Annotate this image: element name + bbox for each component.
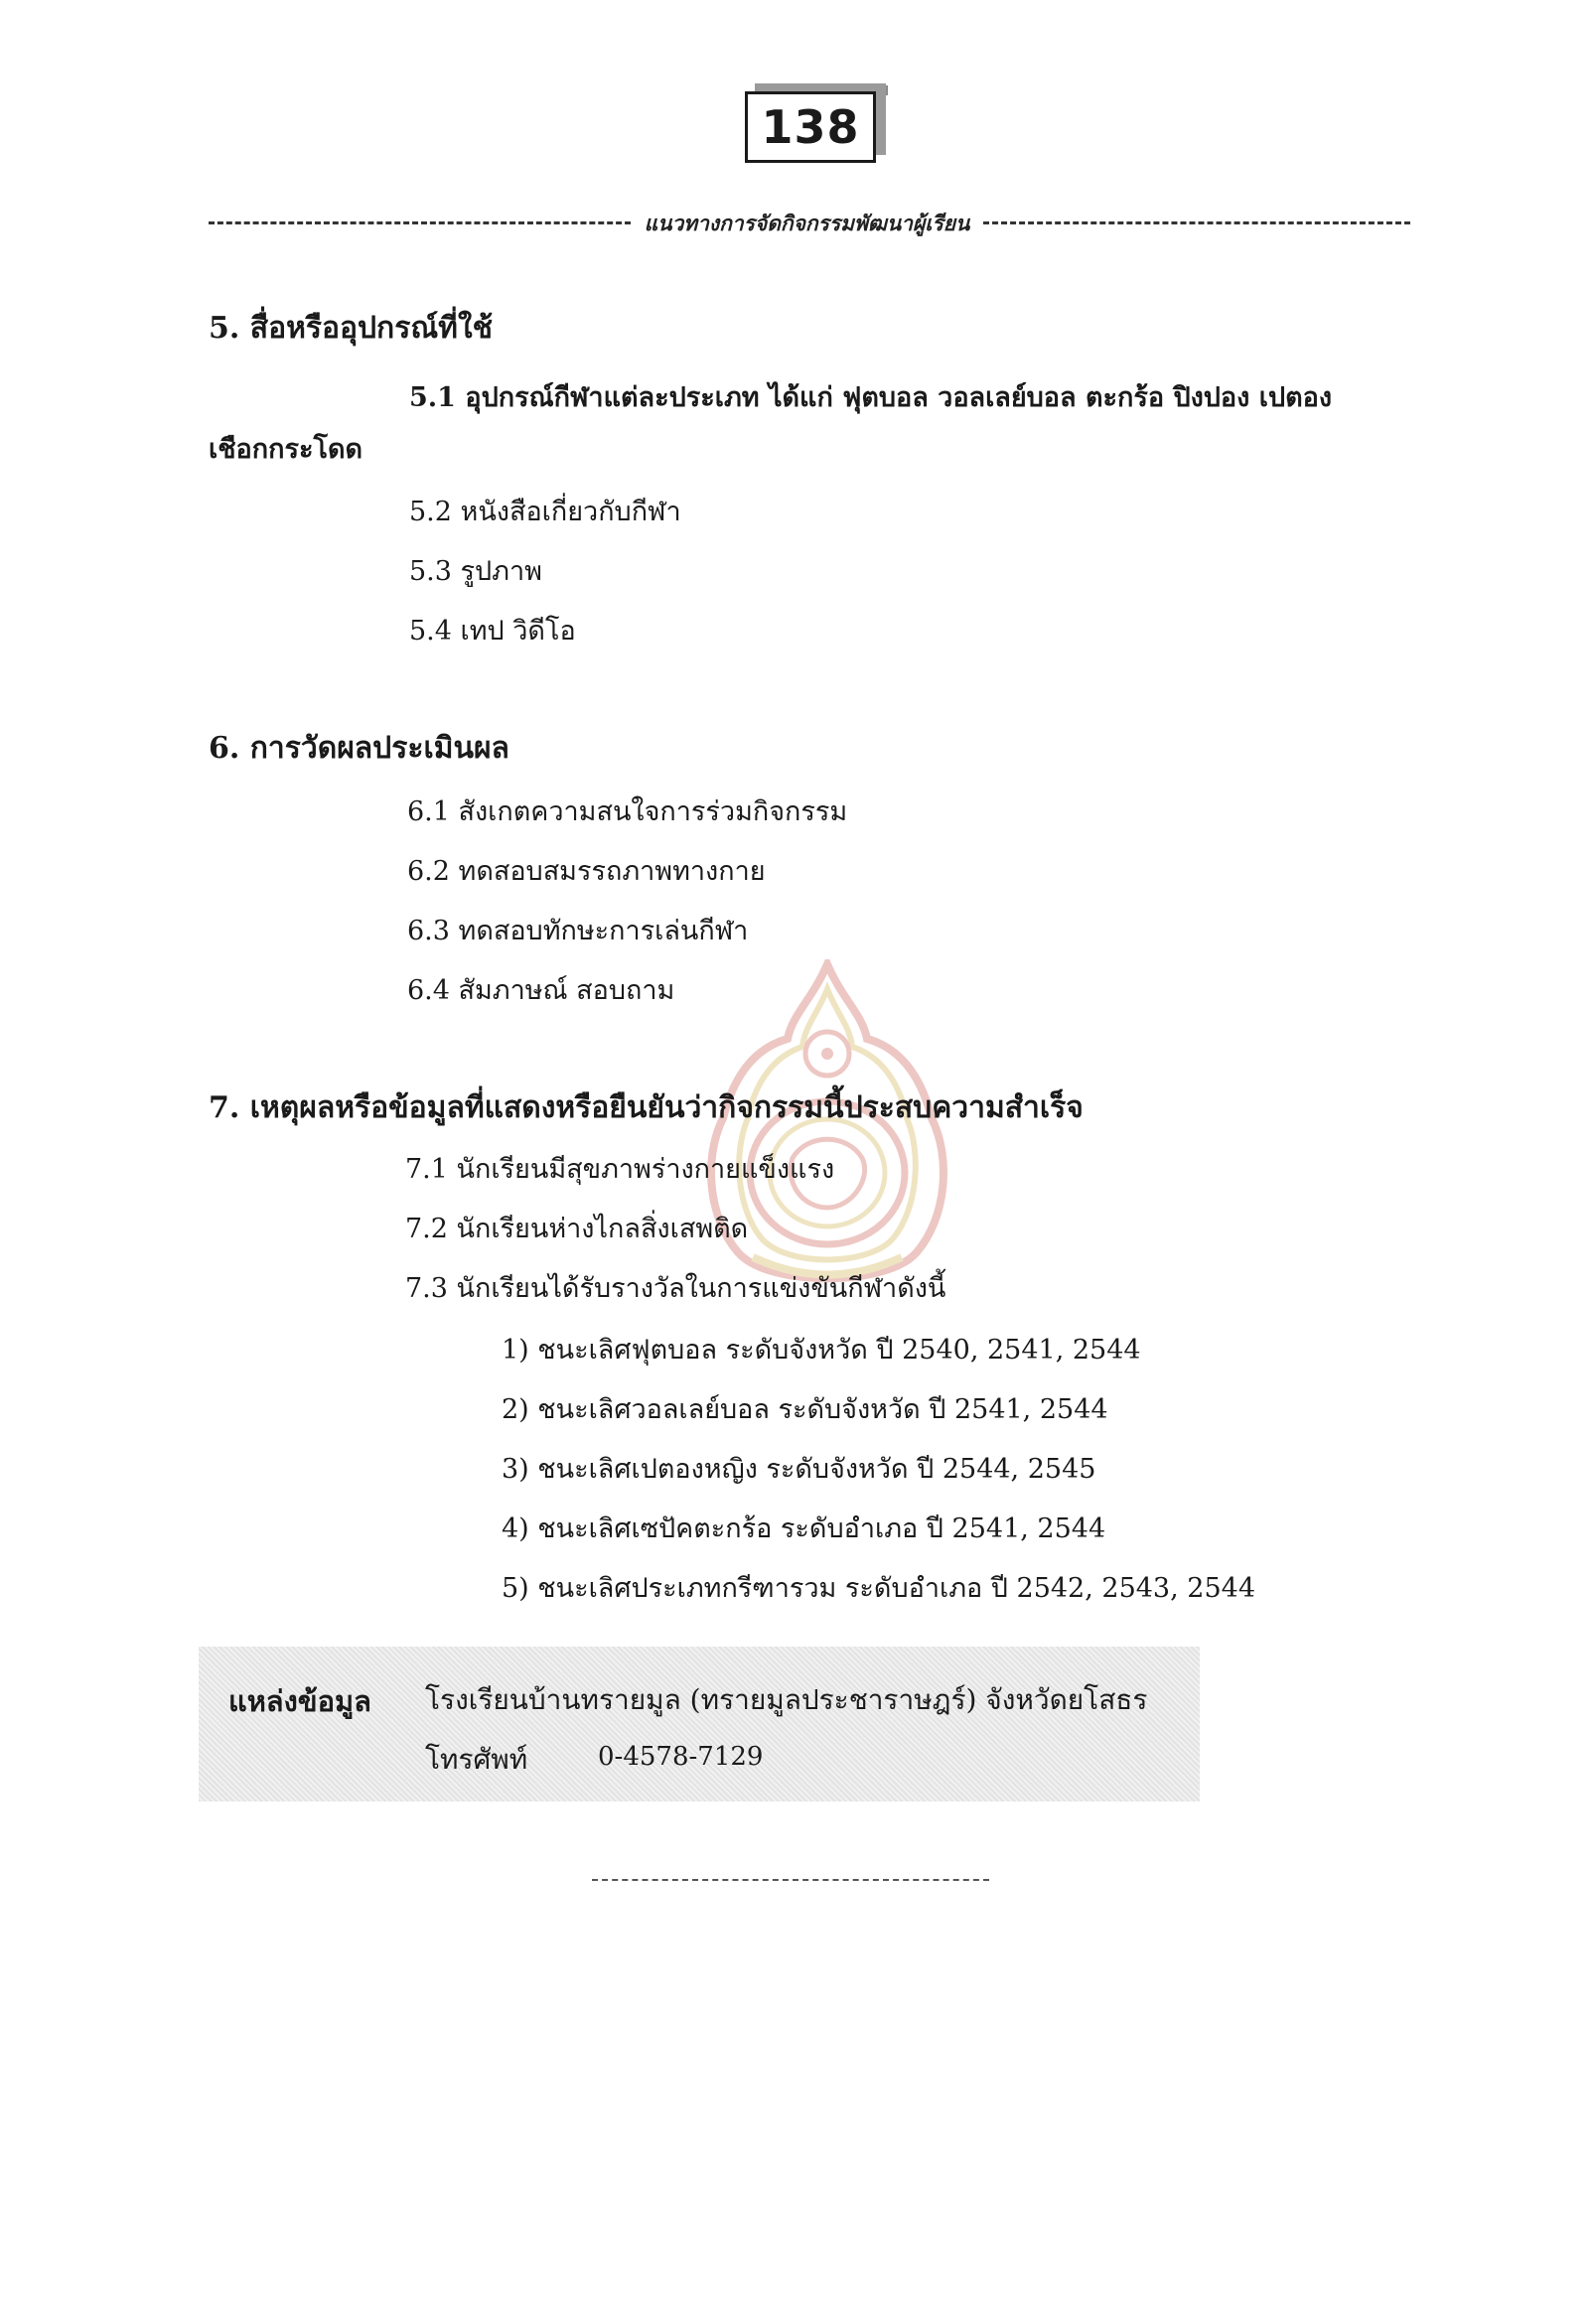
section-5-item-2: 5.2 หนังสือเกี่ยวกับกีฬา: [409, 497, 681, 527]
section-7-item-1: 7.1 นักเรียนมีสุขภาพร่างกายแข็งแรง: [405, 1154, 835, 1185]
section-5-item-4: 5.4 เทป วิดีโอ: [409, 616, 576, 647]
section-7-heading: 7. เหตุผลหรือข้อมูลที่แสดงหรือยืนยันว่ากิจกรรมนี้ประสบความสำเร็จ: [209, 1090, 1084, 1125]
section-5-item-1-line-1: 5.1 อุปกรณ์กีฬาแต่ละประเภท ได้แก่ ฟุตบอล วอลเลย์บอล ตะกร้อ ปิงปอง เปตอง: [409, 382, 1333, 413]
running-title: แนวทางการจัดกิจกรรมพัฒนาผู้เรียน: [644, 212, 970, 235]
header-rule-right: [983, 221, 1410, 224]
award-list-item: 2) ชนะเลิศวอลเลย์บอล ระดับจังหวัด ปี 2541, 2544: [502, 1394, 1108, 1425]
section-5-item-3: 5.3 รูปภาพ: [409, 556, 542, 587]
section-6-item-2: 6.2 ทดสอบสมรรถภาพทางกาย: [407, 856, 766, 887]
source-label: แหล่งข้อมูล: [228, 1684, 371, 1718]
section-6-heading: 6. การวัดผลประเมินผล: [209, 731, 509, 766]
section-6-item-4: 6.4 สัมภาษณ์ สอบถาม: [407, 975, 675, 1006]
header-rule-left: [209, 221, 631, 224]
page-number: 138: [745, 91, 876, 163]
section-5-item-1-line-2: เชือกกระโดด: [209, 434, 363, 465]
section-7-item-2: 7.2 นักเรียนห่างไกลสิ่งเสพติด: [405, 1214, 749, 1244]
source-info-box: [199, 1647, 1200, 1801]
end-rule: [592, 1879, 989, 1881]
award-list-item: 5) ชนะเลิศประเภทกรีฑารวม ระดับอำเภอ ปี 2542, 2543, 2544: [502, 1573, 1255, 1604]
phone-label: โทรศัพท์: [425, 1743, 528, 1776]
phone-number: 0-4578-7129: [598, 1742, 764, 1772]
award-list-item: 4) ชนะเลิศเซปัคตะกร้อ ระดับอำเภอ ปี 2541, 2544: [502, 1513, 1106, 1544]
section-7-item-3: 7.3 นักเรียนได้รับรางวัลในการแข่งขันกีฬาดังนี้: [405, 1273, 946, 1304]
section-5-heading: 5. สื่อหรืออุปกรณ์ที่ใช้: [209, 311, 493, 346]
section-6-item-3: 6.3 ทดสอบทักษะการเล่นกีฬา: [407, 916, 749, 946]
award-list-item: 1) ชนะเลิศฟุตบอล ระดับจังหวัด ปี 2540, 2541, 2544: [502, 1335, 1141, 1366]
award-list-item: 3) ชนะเลิศเปตองหญิง ระดับจังหวัด ปี 2544, 2545: [502, 1454, 1096, 1485]
source-school: โรงเรียนบ้านทรายมูล (ทรายมูลประชาราษฎร์) จังหวัดยโสธร: [425, 1683, 1148, 1716]
section-6-item-1: 6.1 สังเกตความสนใจการร่วมกิจกรรม: [407, 796, 848, 827]
